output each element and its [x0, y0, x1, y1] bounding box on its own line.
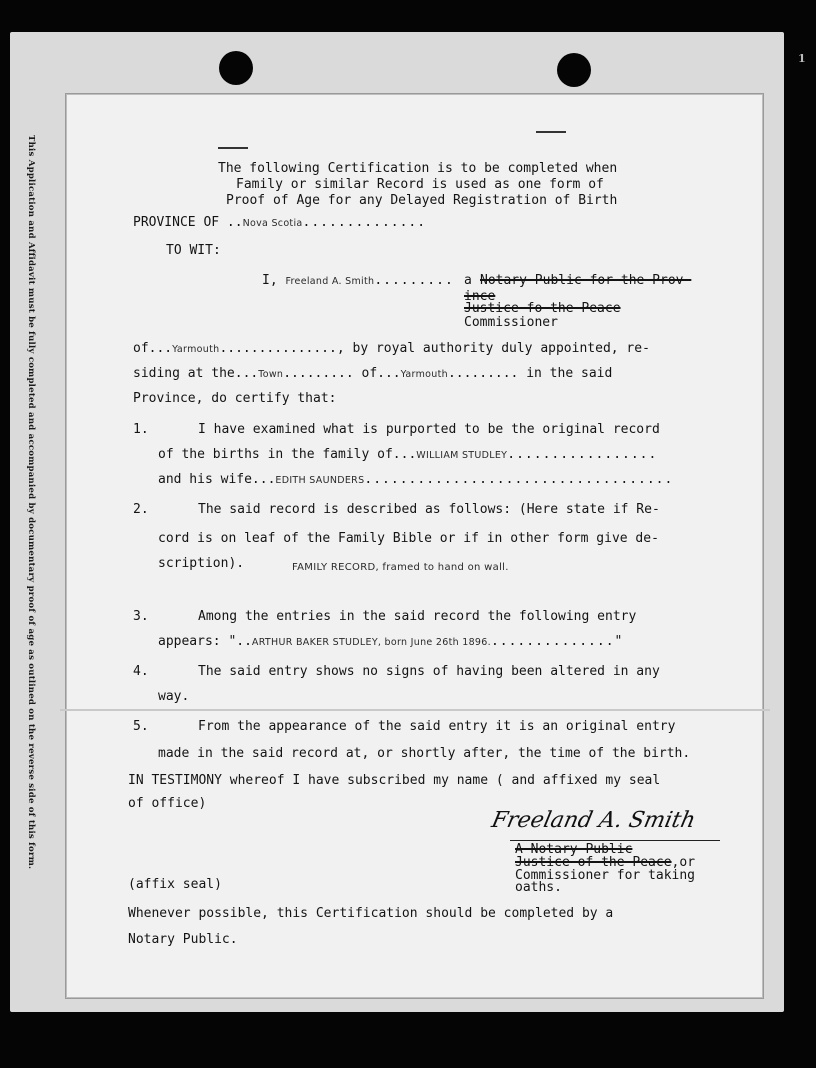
item-3-line-2 — [158, 634, 623, 651]
item-3-line-1: Among the entries in the said record the following entry — [198, 609, 637, 624]
mother-name: EDITH SAUNDERS — [275, 475, 365, 486]
declarant-row — [262, 273, 454, 290]
of-value: Yarmouth — [172, 344, 220, 355]
testimony-line-2: of office) — [128, 796, 207, 811]
province-value: Nova Scotia — [242, 218, 303, 229]
header-line-3: Proof of Age for any Delayed Registration of Birth — [226, 193, 618, 208]
item-5-number: 5. — [133, 719, 149, 734]
fold-line — [60, 709, 770, 711]
signature-line — [510, 840, 720, 841]
office-struck-1: Notary Public for the Prov- — [480, 273, 692, 288]
signer-title-struck-2: Justice of the Peace — [515, 855, 672, 870]
header-line-2: Family or similar Record is used as one form of — [236, 177, 604, 192]
place-trail: ......... in the said — [447, 366, 613, 381]
declarant-name: Freeland A. Smith — [285, 276, 375, 287]
item-4-number: 4. — [133, 664, 149, 679]
of-label: of... — [133, 341, 173, 356]
punch-hole-right — [557, 53, 591, 87]
father-dots: ................. — [507, 447, 658, 462]
residence-row-2 — [133, 366, 612, 383]
of-trail: ..............., by royal authority duly appointed, re- — [219, 341, 650, 356]
pen-mark — [218, 147, 248, 149]
item-1-line-3 — [158, 472, 673, 489]
item-2-line-1: The said record is described as follows: (Here state if Re- — [198, 502, 660, 517]
birth-entry-trail: .............." — [490, 634, 624, 649]
pen-mark — [536, 131, 566, 133]
footer-line-2: Notary Public. — [128, 932, 238, 947]
item-5-line-1: From the appearance of the said entry it is an original entry — [198, 719, 676, 734]
father-name: WILLIAM STUDLEY — [416, 450, 508, 461]
item-2-line-2: cord is on leaf of the Family Bible or if in other form give de- — [158, 531, 659, 546]
item-4-line-2: way. — [158, 689, 190, 704]
seal-note: (affix seal) — [128, 877, 222, 892]
residing-trail: ......... of... — [283, 366, 401, 381]
residence-row-1 — [133, 341, 650, 358]
testimony-line-1: IN TESTIMONY whereof I have subscribed my name ( and affixed my seal — [128, 773, 661, 788]
birth-entry: ARTHUR BAKER STUDLEY, born June 26th 1896. — [251, 637, 491, 648]
office-kept: Commissioner — [464, 315, 558, 330]
signer-title-kept-1: Commissioner for taking — [515, 868, 696, 883]
item-2-number: 2. — [133, 502, 149, 517]
corner-mark: 1 — [798, 52, 806, 65]
residing-label: siding at the... — [133, 366, 259, 381]
footer-line-1: Whenever possible, this Certification should be completed by a — [128, 906, 614, 921]
item-1-line-3-text: and his wife... — [158, 472, 276, 487]
side-instruction: This Application and Affidavit must be fully completed and accompanied by documentary proof of age as outlined on the reverse side of this form. — [26, 135, 36, 870]
signer-title-kept-2: oaths. — [515, 880, 562, 895]
item-1-line-2 — [158, 447, 657, 464]
item-3-line-2-text: appears: ".. — [158, 634, 252, 649]
office-struck-2: ince — [464, 289, 496, 304]
item-1-line-2-text: of the births in the family of... — [158, 447, 417, 462]
header-line-1: The following Certification is to be completed when — [218, 161, 618, 176]
item-2-line-3: scription). — [158, 556, 245, 571]
declarant-dots: ......... — [374, 273, 454, 288]
province-label: PROVINCE OF .. — [133, 215, 243, 230]
item-5-line-2: made in the said record at, or shortly after, the time of the birth. — [158, 746, 691, 761]
place-value: Yarmouth — [400, 369, 448, 380]
province-dots: .............. — [302, 215, 427, 230]
item-4-line-1: The said entry shows no signs of having been altered in any — [198, 664, 660, 679]
signer-or: ,or — [671, 855, 696, 870]
residing-value: Town — [258, 369, 284, 380]
signature: Freeland A. Smith — [489, 808, 698, 833]
province-row — [133, 215, 426, 232]
record-description: FAMILY RECORD, framed to hand on wall. — [292, 562, 509, 573]
item-1-line-1: I have examined what is purported to be the original record — [198, 422, 660, 437]
signer-title-struck-1: A Notary Public — [515, 842, 633, 857]
item-3-number: 3. — [133, 609, 149, 624]
item-1-number: 1. — [133, 422, 149, 437]
office-struck-3: Justice fo the Peace — [464, 301, 621, 316]
mother-dots: ................................... — [364, 472, 674, 487]
declarant-a: a — [464, 273, 472, 288]
declarant-prefix: I, — [262, 273, 278, 288]
to-wit: TO WIT: — [166, 243, 221, 258]
punch-hole-left — [219, 51, 253, 85]
province-line: Province, do certify that: — [133, 391, 337, 406]
